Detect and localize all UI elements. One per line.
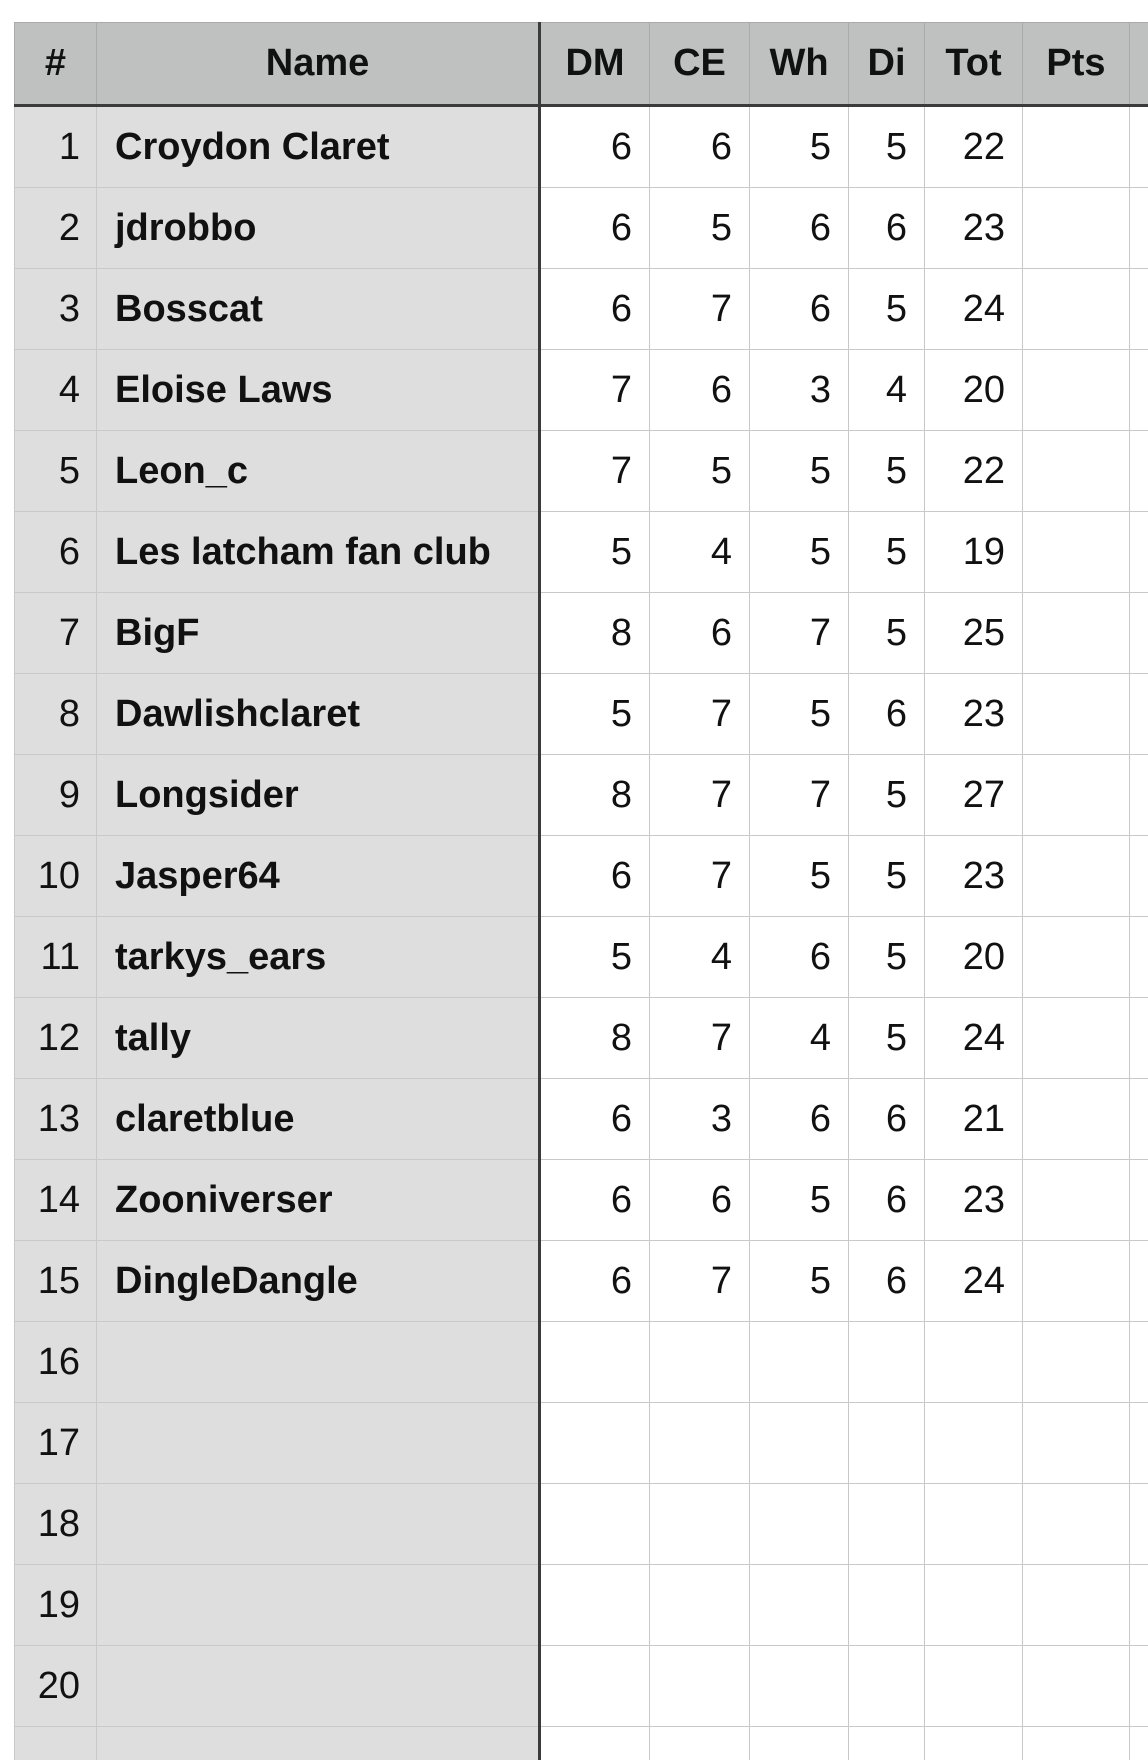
pts-cell[interactable] xyxy=(1023,755,1130,836)
pts-cell[interactable] xyxy=(1023,350,1130,431)
ce-cell[interactable]: 5 xyxy=(650,188,750,269)
ce-cell[interactable]: 7 xyxy=(650,269,750,350)
name-cell[interactable]: BigF xyxy=(97,593,540,674)
di-cell[interactable]: 6 xyxy=(849,1241,925,1322)
row-number[interactable] xyxy=(15,1727,97,1760)
name-cell[interactable]: Leon_c xyxy=(97,431,540,512)
di-cell[interactable]: 5 xyxy=(849,755,925,836)
tot-cell[interactable]: 24 xyxy=(925,1241,1023,1322)
header-ce[interactable]: CE xyxy=(650,23,750,106)
row-number[interactable]: 11 xyxy=(15,917,97,998)
wh-cell[interactable]: 4 xyxy=(750,998,849,1079)
header-pts[interactable]: Pts xyxy=(1023,23,1130,106)
ce-cell[interactable]: 7 xyxy=(650,836,750,917)
tot-cell[interactable] xyxy=(925,1322,1023,1403)
table-row xyxy=(15,1160,1148,1241)
dm-cell[interactable] xyxy=(540,1484,650,1565)
name-cell[interactable]: Jasper64 xyxy=(97,836,540,917)
wh-cell[interactable]: 5 xyxy=(750,836,849,917)
tot-cell[interactable]: 23 xyxy=(925,1160,1023,1241)
pts-cell[interactable] xyxy=(1023,512,1130,593)
ce-cell[interactable] xyxy=(650,1565,750,1646)
tot-cell[interactable]: 20 xyxy=(925,917,1023,998)
extra-cell[interactable] xyxy=(1130,350,1148,431)
ce-cell[interactable] xyxy=(650,1403,750,1484)
table-row xyxy=(15,1484,1148,1565)
tot-cell[interactable] xyxy=(925,1484,1023,1565)
extra-cell[interactable] xyxy=(1130,1565,1148,1646)
dm-cell[interactable]: 8 xyxy=(540,755,650,836)
extra-cell[interactable] xyxy=(1130,998,1148,1079)
ce-cell[interactable]: 7 xyxy=(650,755,750,836)
name-cell[interactable]: Eloise Laws xyxy=(97,350,540,431)
tot-cell[interactable] xyxy=(925,1565,1023,1646)
di-cell[interactable]: 5 xyxy=(849,998,925,1079)
dm-cell[interactable] xyxy=(540,1646,650,1727)
row-number[interactable]: 1 xyxy=(15,106,97,188)
row-number[interactable]: 5 xyxy=(15,431,97,512)
tot-cell[interactable] xyxy=(925,1727,1023,1760)
table-row xyxy=(15,1241,1148,1322)
dm-cell[interactable]: 5 xyxy=(540,917,650,998)
ce-cell[interactable]: 4 xyxy=(650,917,750,998)
ce-cell[interactable]: 5 xyxy=(650,431,750,512)
dm-cell[interactable]: 7 xyxy=(540,350,650,431)
ce-cell[interactable]: 3 xyxy=(650,1079,750,1160)
ce-cell[interactable] xyxy=(650,1646,750,1727)
table-row xyxy=(15,431,1148,512)
extra-cell[interactable] xyxy=(1130,1241,1148,1322)
name-cell[interactable]: Zooniverser xyxy=(97,1160,540,1241)
row-number[interactable]: 8 xyxy=(15,674,97,755)
extra-cell[interactable] xyxy=(1130,1484,1148,1565)
name-cell[interactable] xyxy=(97,1484,540,1565)
wh-cell[interactable]: 5 xyxy=(750,1241,849,1322)
table-row xyxy=(15,998,1148,1079)
row-number[interactable]: 10 xyxy=(15,836,97,917)
dm-cell[interactable]: 8 xyxy=(540,998,650,1079)
wh-cell[interactable]: 6 xyxy=(750,1079,849,1160)
table-row xyxy=(15,917,1148,998)
wh-cell[interactable]: 6 xyxy=(750,188,849,269)
table-row xyxy=(15,674,1148,755)
di-cell[interactable]: 5 xyxy=(849,431,925,512)
extra-cell[interactable] xyxy=(1130,269,1148,350)
di-cell[interactable]: 6 xyxy=(849,1079,925,1160)
di-cell[interactable]: 5 xyxy=(849,917,925,998)
di-cell[interactable] xyxy=(849,1646,925,1727)
row-number[interactable]: 20 xyxy=(15,1646,97,1727)
extra-cell[interactable] xyxy=(1130,512,1148,593)
wh-cell[interactable] xyxy=(750,1727,849,1760)
row-number[interactable]: 13 xyxy=(15,1079,97,1160)
tot-cell[interactable]: 27 xyxy=(925,755,1023,836)
row-number[interactable]: 6 xyxy=(15,512,97,593)
dm-cell[interactable]: 5 xyxy=(540,674,650,755)
wh-cell[interactable]: 5 xyxy=(750,431,849,512)
wh-cell[interactable]: 3 xyxy=(750,350,849,431)
name-cell[interactable]: Les latcham fan club xyxy=(97,512,540,593)
di-cell[interactable]: 5 xyxy=(849,269,925,350)
tot-cell[interactable] xyxy=(925,1403,1023,1484)
tot-cell[interactable]: 23 xyxy=(925,836,1023,917)
dm-cell[interactable]: 6 xyxy=(540,269,650,350)
table-row xyxy=(15,593,1148,674)
di-cell[interactable]: 6 xyxy=(849,1160,925,1241)
scores-table xyxy=(14,22,1148,1760)
pts-cell[interactable] xyxy=(1023,1727,1130,1760)
extra-cell[interactable] xyxy=(1130,1322,1148,1403)
name-cell[interactable] xyxy=(97,1727,540,1760)
table-row xyxy=(15,1646,1148,1727)
dm-cell[interactable]: 6 xyxy=(540,106,650,188)
table-row xyxy=(15,188,1148,269)
extra-cell[interactable] xyxy=(1130,1079,1148,1160)
pts-cell[interactable] xyxy=(1023,188,1130,269)
wh-cell[interactable] xyxy=(750,1484,849,1565)
name-cell[interactable]: tally xyxy=(97,998,540,1079)
pts-cell[interactable] xyxy=(1023,674,1130,755)
extra-cell[interactable] xyxy=(1130,755,1148,836)
ce-cell[interactable]: 4 xyxy=(650,512,750,593)
dm-cell[interactable] xyxy=(540,1727,650,1760)
tot-cell[interactable]: 23 xyxy=(925,188,1023,269)
di-cell[interactable]: 6 xyxy=(849,188,925,269)
pts-cell[interactable] xyxy=(1023,1322,1130,1403)
name-cell[interactable] xyxy=(97,1646,540,1727)
extra-cell[interactable] xyxy=(1130,836,1148,917)
di-cell[interactable]: 5 xyxy=(849,512,925,593)
ce-cell[interactable]: 6 xyxy=(650,593,750,674)
wh-cell[interactable] xyxy=(750,1403,849,1484)
pts-cell[interactable] xyxy=(1023,1646,1130,1727)
row-number[interactable]: 14 xyxy=(15,1160,97,1241)
header-name[interactable]: Name xyxy=(97,23,540,106)
tot-cell[interactable]: 24 xyxy=(925,998,1023,1079)
pts-cell[interactable] xyxy=(1023,1079,1130,1160)
table-row xyxy=(15,106,1148,188)
di-cell[interactable] xyxy=(849,1403,925,1484)
di-cell[interactable]: 5 xyxy=(849,836,925,917)
row-number[interactable]: 3 xyxy=(15,269,97,350)
name-cell[interactable]: Longsider xyxy=(97,755,540,836)
name-cell[interactable]: Croydon Claret xyxy=(97,106,540,188)
extra-cell[interactable] xyxy=(1130,1160,1148,1241)
header-num[interactable]: # xyxy=(15,23,97,106)
pts-cell[interactable] xyxy=(1023,1403,1130,1484)
tot-cell[interactable]: 24 xyxy=(925,269,1023,350)
row-number[interactable]: 18 xyxy=(15,1484,97,1565)
extra-cell[interactable] xyxy=(1130,1727,1148,1760)
name-cell[interactable]: DingleDangle xyxy=(97,1241,540,1322)
table-row xyxy=(15,836,1148,917)
ce-cell[interactable]: 7 xyxy=(650,1241,750,1322)
table-row xyxy=(15,1403,1148,1484)
di-cell[interactable]: 4 xyxy=(849,350,925,431)
di-cell[interactable] xyxy=(849,1565,925,1646)
wh-cell[interactable] xyxy=(750,1646,849,1727)
dm-cell[interactable]: 6 xyxy=(540,1241,650,1322)
wh-cell[interactable]: 5 xyxy=(750,1160,849,1241)
table-row xyxy=(15,755,1148,836)
dm-cell[interactable]: 6 xyxy=(540,188,650,269)
dm-cell[interactable]: 6 xyxy=(540,1160,650,1241)
ce-cell[interactable] xyxy=(650,1322,750,1403)
wh-cell[interactable] xyxy=(750,1565,849,1646)
name-cell[interactable]: Dawlishclaret xyxy=(97,674,540,755)
di-cell[interactable] xyxy=(849,1727,925,1760)
di-cell[interactable] xyxy=(849,1322,925,1403)
header-tot[interactable]: Tot xyxy=(925,23,1023,106)
ce-cell[interactable] xyxy=(650,1727,750,1760)
table-row xyxy=(15,1565,1148,1646)
pts-cell[interactable] xyxy=(1023,1484,1130,1565)
row-number[interactable]: 2 xyxy=(15,188,97,269)
header-di[interactable]: Di xyxy=(849,23,925,106)
dm-cell[interactable]: 6 xyxy=(540,1079,650,1160)
dm-cell[interactable] xyxy=(540,1322,650,1403)
header-dm[interactable]: DM xyxy=(540,23,650,106)
dm-cell[interactable]: 5 xyxy=(540,512,650,593)
pts-cell[interactable] xyxy=(1023,269,1130,350)
spreadsheet xyxy=(14,22,1148,1760)
table-row xyxy=(15,1727,1148,1760)
name-cell[interactable]: Bosscat xyxy=(97,269,540,350)
dm-cell[interactable] xyxy=(540,1403,650,1484)
ce-cell[interactable]: 6 xyxy=(650,1160,750,1241)
tot-cell[interactable]: 22 xyxy=(925,431,1023,512)
ce-cell[interactable]: 7 xyxy=(650,674,750,755)
pts-cell[interactable] xyxy=(1023,917,1130,998)
pts-cell[interactable] xyxy=(1023,431,1130,512)
row-number[interactable]: 7 xyxy=(15,593,97,674)
ce-cell[interactable] xyxy=(650,1484,750,1565)
ce-cell[interactable]: 6 xyxy=(650,106,750,188)
extra-cell[interactable] xyxy=(1130,431,1148,512)
row-number[interactable]: 17 xyxy=(15,1403,97,1484)
dm-cell[interactable]: 8 xyxy=(540,593,650,674)
pts-cell[interactable] xyxy=(1023,1160,1130,1241)
tot-cell[interactable]: 21 xyxy=(925,1079,1023,1160)
name-cell[interactable] xyxy=(97,1403,540,1484)
wh-cell[interactable]: 6 xyxy=(750,269,849,350)
tot-cell[interactable]: 25 xyxy=(925,593,1023,674)
wh-cell[interactable]: 5 xyxy=(750,512,849,593)
tot-cell[interactable]: 23 xyxy=(925,674,1023,755)
pts-cell[interactable] xyxy=(1023,836,1130,917)
table-row xyxy=(15,1322,1148,1403)
tot-cell[interactable]: 20 xyxy=(925,350,1023,431)
table-row xyxy=(15,1079,1148,1160)
tot-cell[interactable]: 22 xyxy=(925,106,1023,188)
extra-cell[interactable] xyxy=(1130,1403,1148,1484)
wh-cell[interactable]: 5 xyxy=(750,106,849,188)
di-cell[interactable]: 5 xyxy=(849,106,925,188)
row-number[interactable]: 16 xyxy=(15,1322,97,1403)
table-row xyxy=(15,512,1148,593)
pts-cell[interactable] xyxy=(1023,106,1130,188)
pts-cell[interactable] xyxy=(1023,593,1130,674)
table-row xyxy=(15,350,1148,431)
dm-cell[interactable] xyxy=(540,1565,650,1646)
extra-cell[interactable] xyxy=(1130,674,1148,755)
extra-cell[interactable] xyxy=(1130,917,1148,998)
wh-cell[interactable]: 7 xyxy=(750,593,849,674)
pts-cell[interactable] xyxy=(1023,1565,1130,1646)
tot-cell[interactable] xyxy=(925,1646,1023,1727)
wh-cell[interactable]: 5 xyxy=(750,674,849,755)
name-cell[interactable]: tarkys_ears xyxy=(97,917,540,998)
name-cell[interactable]: claretblue xyxy=(97,1079,540,1160)
row-number[interactable]: 4 xyxy=(15,350,97,431)
ce-cell[interactable]: 6 xyxy=(650,350,750,431)
di-cell[interactable]: 5 xyxy=(849,593,925,674)
di-cell[interactable] xyxy=(849,1484,925,1565)
dm-cell[interactable]: 7 xyxy=(540,431,650,512)
extra-cell[interactable] xyxy=(1130,1646,1148,1727)
tot-cell[interactable]: 19 xyxy=(925,512,1023,593)
extra-cell[interactable] xyxy=(1130,593,1148,674)
table-row xyxy=(15,269,1148,350)
extra-cell[interactable] xyxy=(1130,188,1148,269)
row-number[interactable]: 19 xyxy=(15,1565,97,1646)
dm-cell[interactable]: 6 xyxy=(540,836,650,917)
name-cell[interactable]: jdrobbo xyxy=(97,188,540,269)
extra-cell[interactable] xyxy=(1130,106,1148,188)
pts-cell[interactable] xyxy=(1023,1241,1130,1322)
wh-cell[interactable]: 7 xyxy=(750,755,849,836)
name-cell[interactable] xyxy=(97,1322,540,1403)
wh-cell[interactable] xyxy=(750,1322,849,1403)
pts-cell[interactable] xyxy=(1023,998,1130,1079)
ce-cell[interactable]: 7 xyxy=(650,998,750,1079)
name-cell[interactable] xyxy=(97,1565,540,1646)
di-cell[interactable]: 6 xyxy=(849,674,925,755)
row-number[interactable]: 15 xyxy=(15,1241,97,1322)
wh-cell[interactable]: 6 xyxy=(750,917,849,998)
header-row xyxy=(15,23,1148,106)
header-extra[interactable] xyxy=(1130,23,1148,106)
row-number[interactable]: 12 xyxy=(15,998,97,1079)
header-wh[interactable]: Wh xyxy=(750,23,849,106)
row-number[interactable]: 9 xyxy=(15,755,97,836)
